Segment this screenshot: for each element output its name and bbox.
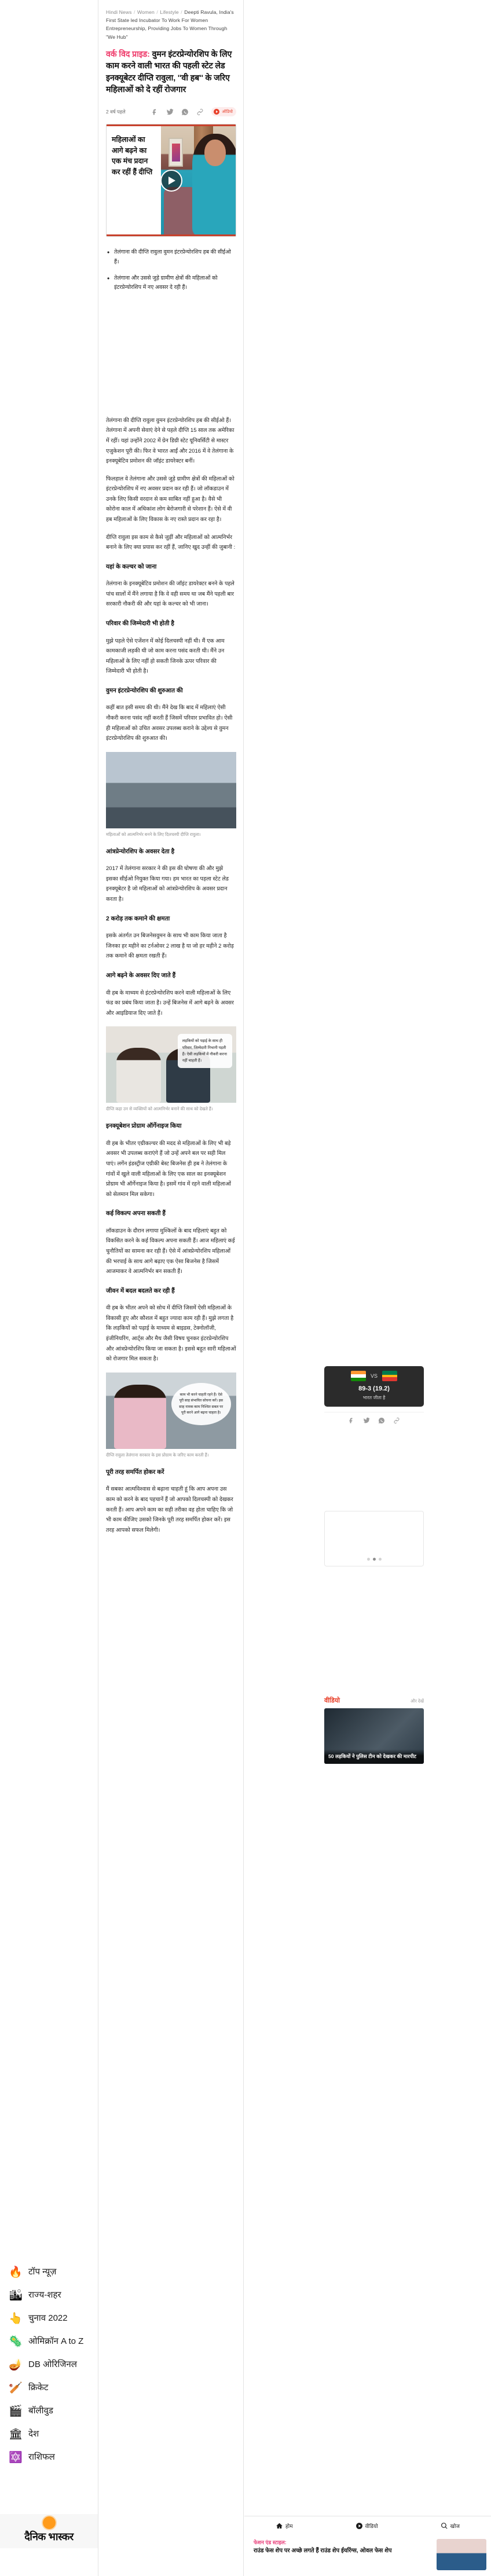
teaser-kicker: फेशन एंड स्टाइल: <box>254 2540 287 2545</box>
facebook-icon[interactable] <box>348 1417 355 1424</box>
video-icon <box>356 2522 363 2530</box>
section-subheading: यहां के कल्चर को जाना <box>106 563 157 570</box>
summary-bullet: • तेलंगाना की दीप्ति रावुला वुमन इंटरप्रेन्योरशिप हब की सीईओ हैं। <box>114 247 236 266</box>
figure-image <box>106 1026 236 1103</box>
hero-top-rule <box>107 124 236 126</box>
figure-caption: दीप्ति रावुला तेलंगाना सरकार के इस प्रोग्राम के जरिए काम करती हैं। <box>106 1452 209 1458</box>
city-icon: 🏙 <box>8 2288 23 2302</box>
tab-label: होम <box>285 2523 293 2529</box>
tab-खोज[interactable] <box>441 2522 460 2530</box>
score-teams <box>329 1371 419 1381</box>
sidebar-item-label: बॉलीवुड <box>28 2405 53 2416</box>
related-teaser[interactable] <box>249 2535 491 2574</box>
teaser-thumbnail <box>437 2539 486 2570</box>
article-meta <box>106 105 236 118</box>
section-subheading: इनक्यूबेशन प्रोग्राम ऑर्गेनाइज किया <box>106 1123 182 1130</box>
carousel-dot[interactable] <box>367 1558 370 1561</box>
video-widget-title: वीडियो <box>324 1697 340 1704</box>
link-icon[interactable] <box>196 108 204 116</box>
sidebar-item-बॉलीवुड[interactable] <box>0 2399 98 2423</box>
wall-frame-decor <box>168 138 184 167</box>
sidebar-item-label: ओमिक्रॉन A to Z <box>28 2336 84 2346</box>
hero-overlay-text <box>107 124 161 236</box>
score-status: भारत जीता है <box>362 1395 386 1400</box>
sun-logo-icon <box>43 2516 56 2529</box>
article-body <box>99 0 243 1535</box>
bottom-tab-bar <box>244 2516 491 2535</box>
body-paragraph: वी हब के भीतर अपने को सोच में दीप्ति जिसमें ऐसी महिलाओं के विकासी हुए और कौशल में बहुत ज्यादा काम रही हैं। मुझे लगता है कि लड़कियों को पढ़ाई के माध्यम से बाइडस, टेक्नोलॉजी, इंजीनियरिंग, आर्ट्स और मैथ जैसी विषय चुनकर इंटरप्रेन्योरशिप और आंत्रप्रेन्योरशिप किया जा सकता है। इससे बहुत सारी महिलाओं को रोजगार मिल सकता है। <box>106 1305 236 1363</box>
summary-bullets <box>106 247 236 292</box>
sidebar-item-label: देश <box>28 2428 39 2439</box>
brand-name: दैनिक भास्कर <box>24 2531 74 2542</box>
breadcrumb-current: Deepti Ravula, India's First State led Incubator To Work For Women Entrepreneurship, Providing Jobs To Women Through "We Hub" <box>106 9 234 40</box>
hero-overlay-label: महिलाओं का आगे बढ़ने का एक मंच प्रदान कर रहीं हैं दीप्ति <box>112 135 153 176</box>
score-value: 89-3 (19.2) <box>358 1385 390 1392</box>
section-subheading: वुमन इंटरप्रेन्योरशिप की शुरुआत की <box>106 687 183 694</box>
brand-block[interactable] <box>0 2514 98 2548</box>
score-box <box>324 1366 424 1407</box>
gate-icon: 🏛 <box>8 2427 23 2441</box>
body-paragraph: 2017 में तेलंगाना सरकार ने की इस की घोषणा की और मुझे इसका सीईओ नियुक्त किया गया। हम भारत का पहला स्टेट लेड इनक्यूबेटर है जो महिलाओं को आंत्रप्रेन्योरशिप के अवसर प्रदान करता है। <box>106 865 229 903</box>
breadcrumb-separator: / <box>155 9 160 15</box>
article-figure <box>106 752 236 838</box>
figure-overlay-quote: लड़कियों को पढ़ाई के साथ ही परिवार, जिम्मेदारी निभानी पड़ती हैं। ऐसी लड़कियों में नौकरी करना नहीं चाहती हैं। <box>178 1034 233 1068</box>
summary-bullet: • तेलंगाना और उससे जुड़े ग्रामीण क्षेत्रों की महिलाओं को इंटरप्रेन्योरशिप में नए अवसर दे रही हैं। <box>114 273 236 292</box>
sidebar-item-ओमिक्रॉन-A-to-Z[interactable] <box>0 2330 98 2353</box>
body-paragraph: वी हब के भीतर एग्रीकल्चर की मदद से महिलाओं के लिए भी बड़े अवसर भी उपलब्ध कराएंगे हैं जो उन्हें अपने बल पर सही मिल पाएं। लगेंन इंडस्ट्रीज एग्रीकी बेस्ट बिजनेस ही हब ने तेलंगाना के गांवों में खुले वाली महिलाओं के लिए एक साल का इनक्यूबेशन प्रोग्राम भी ऑर्गेनाइज किया है। इसमें गांव में रहने वाली महिलाओं को सेलमान मिल सकेगा। <box>106 1140 231 1198</box>
sidebar-item-चुनाव-2022[interactable] <box>0 2307 98 2330</box>
body-paragraph: कहीं बात इसी समय की थी। मैंने देख कि बाद में महिलाएं ऐसी नौकरी करना पसंद नहीं करती हैं जिसमें परिवार प्रभावित हो। ऐसी ही महिलाओं को उचित अवसर उपलब्ध कराने के उद्देश्य से वुमन इंटरप्रेन्योरशिप की शुरुआत की। <box>106 704 233 742</box>
figure-image <box>106 752 236 828</box>
cricket-icon: 🏏 <box>9 2381 23 2394</box>
body-paragraph: तेलंगाना के इनक्यूबेटिव प्रमोशन की जॉइंट डायरेक्टर बनने के पहले पांच सालों में मैंने लगाया है कि वे वही समय था जब मैंने पहली बार सरकारी नौकरी की और यहां के कल्चर को भी जाना। <box>106 581 234 608</box>
breadcrumb-separator: / <box>132 9 137 15</box>
facebook-icon[interactable] <box>151 108 159 116</box>
virus-icon: 🦠 <box>9 2335 23 2348</box>
publish-date: 2 वर्ष पहले <box>106 108 126 115</box>
twitter-icon[interactable] <box>166 108 174 116</box>
article-column <box>99 0 244 2576</box>
body-paragraph: दीप्ति रावुला इस काम से कैसे जुड़ीं और महिलाओं को आत्मनिर्भर बनाने के लिए क्या प्रयास कर रहीं हैं, जानिए खुद उन्हीं की जुबानी : <box>106 534 236 551</box>
section-subheading: जीवन में बदल बदलते कर रही हैं <box>106 1287 175 1294</box>
tap-icon: 👆 <box>9 2311 23 2325</box>
teaser-text <box>254 2539 432 2570</box>
body-paragraph: तेलंगाना की दीप्ति रावुला वुमन इंटरप्रेन्योरशिप हब की सीईओ हैं। तेलंगाना में अपनी सेवाएं देने से पहले दीप्ति 15 साल तक अमेरिका में रहीं। यहां उन्होंने 2002 में ग्रेन डिग्री स्टेट यूनिवर्सिटी से मास्टर एजुकेशन पूरी की। फिर वे भारत आईं और 2016 में वे तेलंगाना के इनक्यूबेटिव प्रमोशन की जॉइंट डायरेक्टर बनीं। <box>106 417 234 465</box>
clapper-icon: 🎬 <box>9 2404 23 2417</box>
sidebar-nav <box>0 2261 98 2469</box>
teaser-title: राउंड फेस शेप पर अच्छे लगते हैं राउंड शेप ईयरिंग्स, ओवल फेस शेप <box>254 2547 392 2554</box>
carousel-dot-active[interactable] <box>373 1558 376 1561</box>
sidebar-item-क्रिकेट[interactable] <box>0 2376 98 2399</box>
figure-person <box>116 1048 161 1103</box>
promo-carousel[interactable] <box>324 1511 424 1566</box>
audio-play-button[interactable] <box>211 107 236 116</box>
fire-icon: 🔥 <box>9 2265 23 2278</box>
video-widget-more-link[interactable]: और देखें <box>411 1698 424 1704</box>
live-score-widget[interactable] <box>324 1366 424 1424</box>
sidebar-item-राशिफल[interactable] <box>0 2446 98 2469</box>
body-paragraph: फिलहाल वे तेलंगाना और उससे जुड़े ग्रामीण क्षेत्रों की महिलाओं को इंटरप्रेन्योरशिप में नए अवसर प्रदान कर रही हैं। जो लॉकडाउन में उनके लिए किसी वरदान से कम साबित नहीं हुआ है। वैसे भी कोरोना काल में अधिकांश लोग बेरोजगारी से परेशान हैं। ऐसे में वी हब महिलाओं के लिए विकास के नए रास्ते प्रदान कर रहा है। <box>106 475 234 523</box>
breadcrumb-separator: / <box>179 9 184 15</box>
sidebar-item-label: चुनाव 2022 <box>28 2313 68 2323</box>
article-figure <box>106 1373 236 1458</box>
widget-share-row <box>324 1412 424 1424</box>
sidebar-item-देश[interactable] <box>0 2423 98 2446</box>
vs-label: VS <box>370 1373 378 1379</box>
figure-image <box>106 1373 236 1449</box>
section-subheading: आगे बढ़ने के अवसर दिए जाते हैं <box>106 972 176 979</box>
share-row <box>151 107 236 116</box>
subject-figure <box>192 134 236 237</box>
tab-होम[interactable] <box>276 2522 293 2530</box>
audio-label: ऑडियो <box>222 109 233 114</box>
sidebar-item-राज्य-शहर[interactable] <box>0 2284 98 2307</box>
sidebar-item-label: टॉप न्यूज़ <box>28 2266 57 2277</box>
section-subheading: कई विकल्प अपना सकती हैं <box>106 1210 166 1217</box>
whatsapp-icon[interactable] <box>378 1417 385 1424</box>
body-paragraph: मैं सबका आत्मविश्वास से बढ़ाना चाहती हूं कि आप अपना उस काम को करने के बाद पहचानें हैं जो आपको दिलचस्पी को देखकर करती हैं। आप अपने काम का सही तरीका वह होता चाहिए कि जो भी काम कीजिए उसको जिनके पूरी तरह समर्पित होकर करें। इस तरह आपको सफल मिलेगी। <box>106 1486 233 1533</box>
video-caption: 50 लड़कियों ने पुलिस टीम को देखकर की मारपीट <box>324 1749 424 1764</box>
link-icon[interactable] <box>393 1417 400 1424</box>
tab-label: खोज <box>450 2523 460 2529</box>
hero-bottom-rule <box>107 234 236 236</box>
search-icon <box>441 2522 448 2530</box>
breadcrumb <box>106 8 236 41</box>
breadcrumb-item[interactable]: Women <box>137 9 155 15</box>
db-pen-icon: 🪔 <box>9 2358 23 2371</box>
inline-ad-slot <box>106 299 236 408</box>
section-subheading: 2 करोड़ तक कमाने की क्षमता <box>106 915 170 922</box>
whatsapp-icon[interactable] <box>181 108 189 116</box>
headline-rest: वुमन इंटरप्रेन्योरशिप के लिए काम करने वाली भारत की पहली स्टेट लेड इनक्यूबेटर दीप्ति रावुला, ''वी हब'' के जरिए महिलाओं को दे रहीं रोजगार <box>106 49 232 95</box>
carousel-dot[interactable] <box>379 1558 382 1561</box>
sidebar-item-label: क्रिकेट <box>28 2382 49 2392</box>
play-circle-icon <box>213 108 220 115</box>
south-africa-flag-icon <box>382 1371 397 1381</box>
article-figure <box>106 1026 236 1112</box>
breadcrumb-item[interactable]: Hindi News <box>106 9 132 15</box>
body-paragraph: लॉकडाउन के दौरान लगाया मुश्किलों के बाद महिलाएं बहुत को विकसित करने के कई विकल्प अपना सकती हैं। आज महिलाएं कई चुनौतियों का सामना कर रही हैं। ऐसे में आंत्रप्रेन्योरशिप महिलाओं की भरपाई के साथ आगे बढ़ाए एक ऐसा बिजनेस है जिसमें आजमाकर वे आत्मनिर्भर बन सकती हैं। <box>106 1227 235 1275</box>
body-paragraph: इसके अंतर्गत उन बिजनेसवुमन के साथ भी काम किया जाता है जिनका हर महीने का टर्नओवर 2 लाख है या जो हर महीने 2 करोड़ तक कमाने की क्षमता रखती हैं। <box>106 933 234 960</box>
right-rail <box>244 0 491 2576</box>
sidebar-item-टॉप-न्यूज़[interactable] <box>0 2261 98 2284</box>
headline-kicker: वर्क विद प्राइड: <box>106 49 150 59</box>
left-rail <box>0 0 98 2576</box>
figure-caption: महिलाओं को आत्मनिर्भर बनने के लिए दिलचस्पी दीप्ति रावुला। <box>106 831 201 837</box>
body-paragraph: मुझे पहले ऐसे एजेंशन में कोई दिलचस्पी नहीं थी। मैं एक आम कामकाजी लड़की थी जो काम करना पसंद करती थी। मैंने उन महिलाओं के लिए नहीं हो सकती जिनके ऊपर परिवार की जिम्मेदारी भी होती है। <box>106 637 225 675</box>
body-paragraph: वी हब के माध्यम से इंटरप्रेन्योरशिप करने वाली महिलाओं के लिए फंड का प्रबंध किया जाता है। उन्हें बिजनेस में आगे बढ़ने के अवसर और आइडियाज दिए जाते हैं। <box>106 989 234 1017</box>
video-widget-header <box>324 1696 424 1705</box>
section-subheading: पूरी तरह समर्पित होकर करें <box>106 1469 164 1476</box>
sidebar-item-DB-ओरिजिनल[interactable] <box>0 2353 98 2376</box>
zodiac-icon: 🔯 <box>9 2450 23 2464</box>
section-subheading: परिवार की जिम्मेदारी भी होती है <box>106 620 174 627</box>
breadcrumb-item[interactable]: Lifestyle <box>160 9 179 15</box>
video-widget <box>324 1696 424 1764</box>
home-icon <box>276 2522 283 2530</box>
sidebar-item-label: DB ओरिजिनल <box>28 2359 77 2369</box>
figure-overlay-quote: काम भी करने चाहती रहने हैं। ऐसे पूरी साह संभावित सोचना करें। इस साह नामक काम निश्चित सबल पर पूरी करने आगे बढ़ना चाहता है। <box>171 1383 232 1425</box>
article-content <box>106 416 236 1535</box>
tab-label: वीडियो <box>365 2523 378 2529</box>
twitter-icon[interactable] <box>363 1417 370 1424</box>
figure-caption: दीप्ति कहा उन से व्यक्तियों को आत्मनिर्भर बनाने की साथ को देखते हैं। <box>106 1106 213 1112</box>
section-subheading: आंत्रप्रेन्योरशिप के अवसर देता है <box>106 848 175 855</box>
sidebar-item-label: राशिफल <box>28 2452 55 2462</box>
play-button[interactable] <box>160 170 182 192</box>
page-title <box>106 49 236 96</box>
video-thumbnail[interactable] <box>324 1708 424 1764</box>
figure-person <box>114 1385 166 1449</box>
india-flag-icon <box>351 1371 366 1381</box>
tab-वीडियो[interactable] <box>356 2522 378 2530</box>
hero-video-card[interactable] <box>106 124 236 237</box>
sidebar-item-label: राज्य-शहर <box>28 2289 61 2300</box>
